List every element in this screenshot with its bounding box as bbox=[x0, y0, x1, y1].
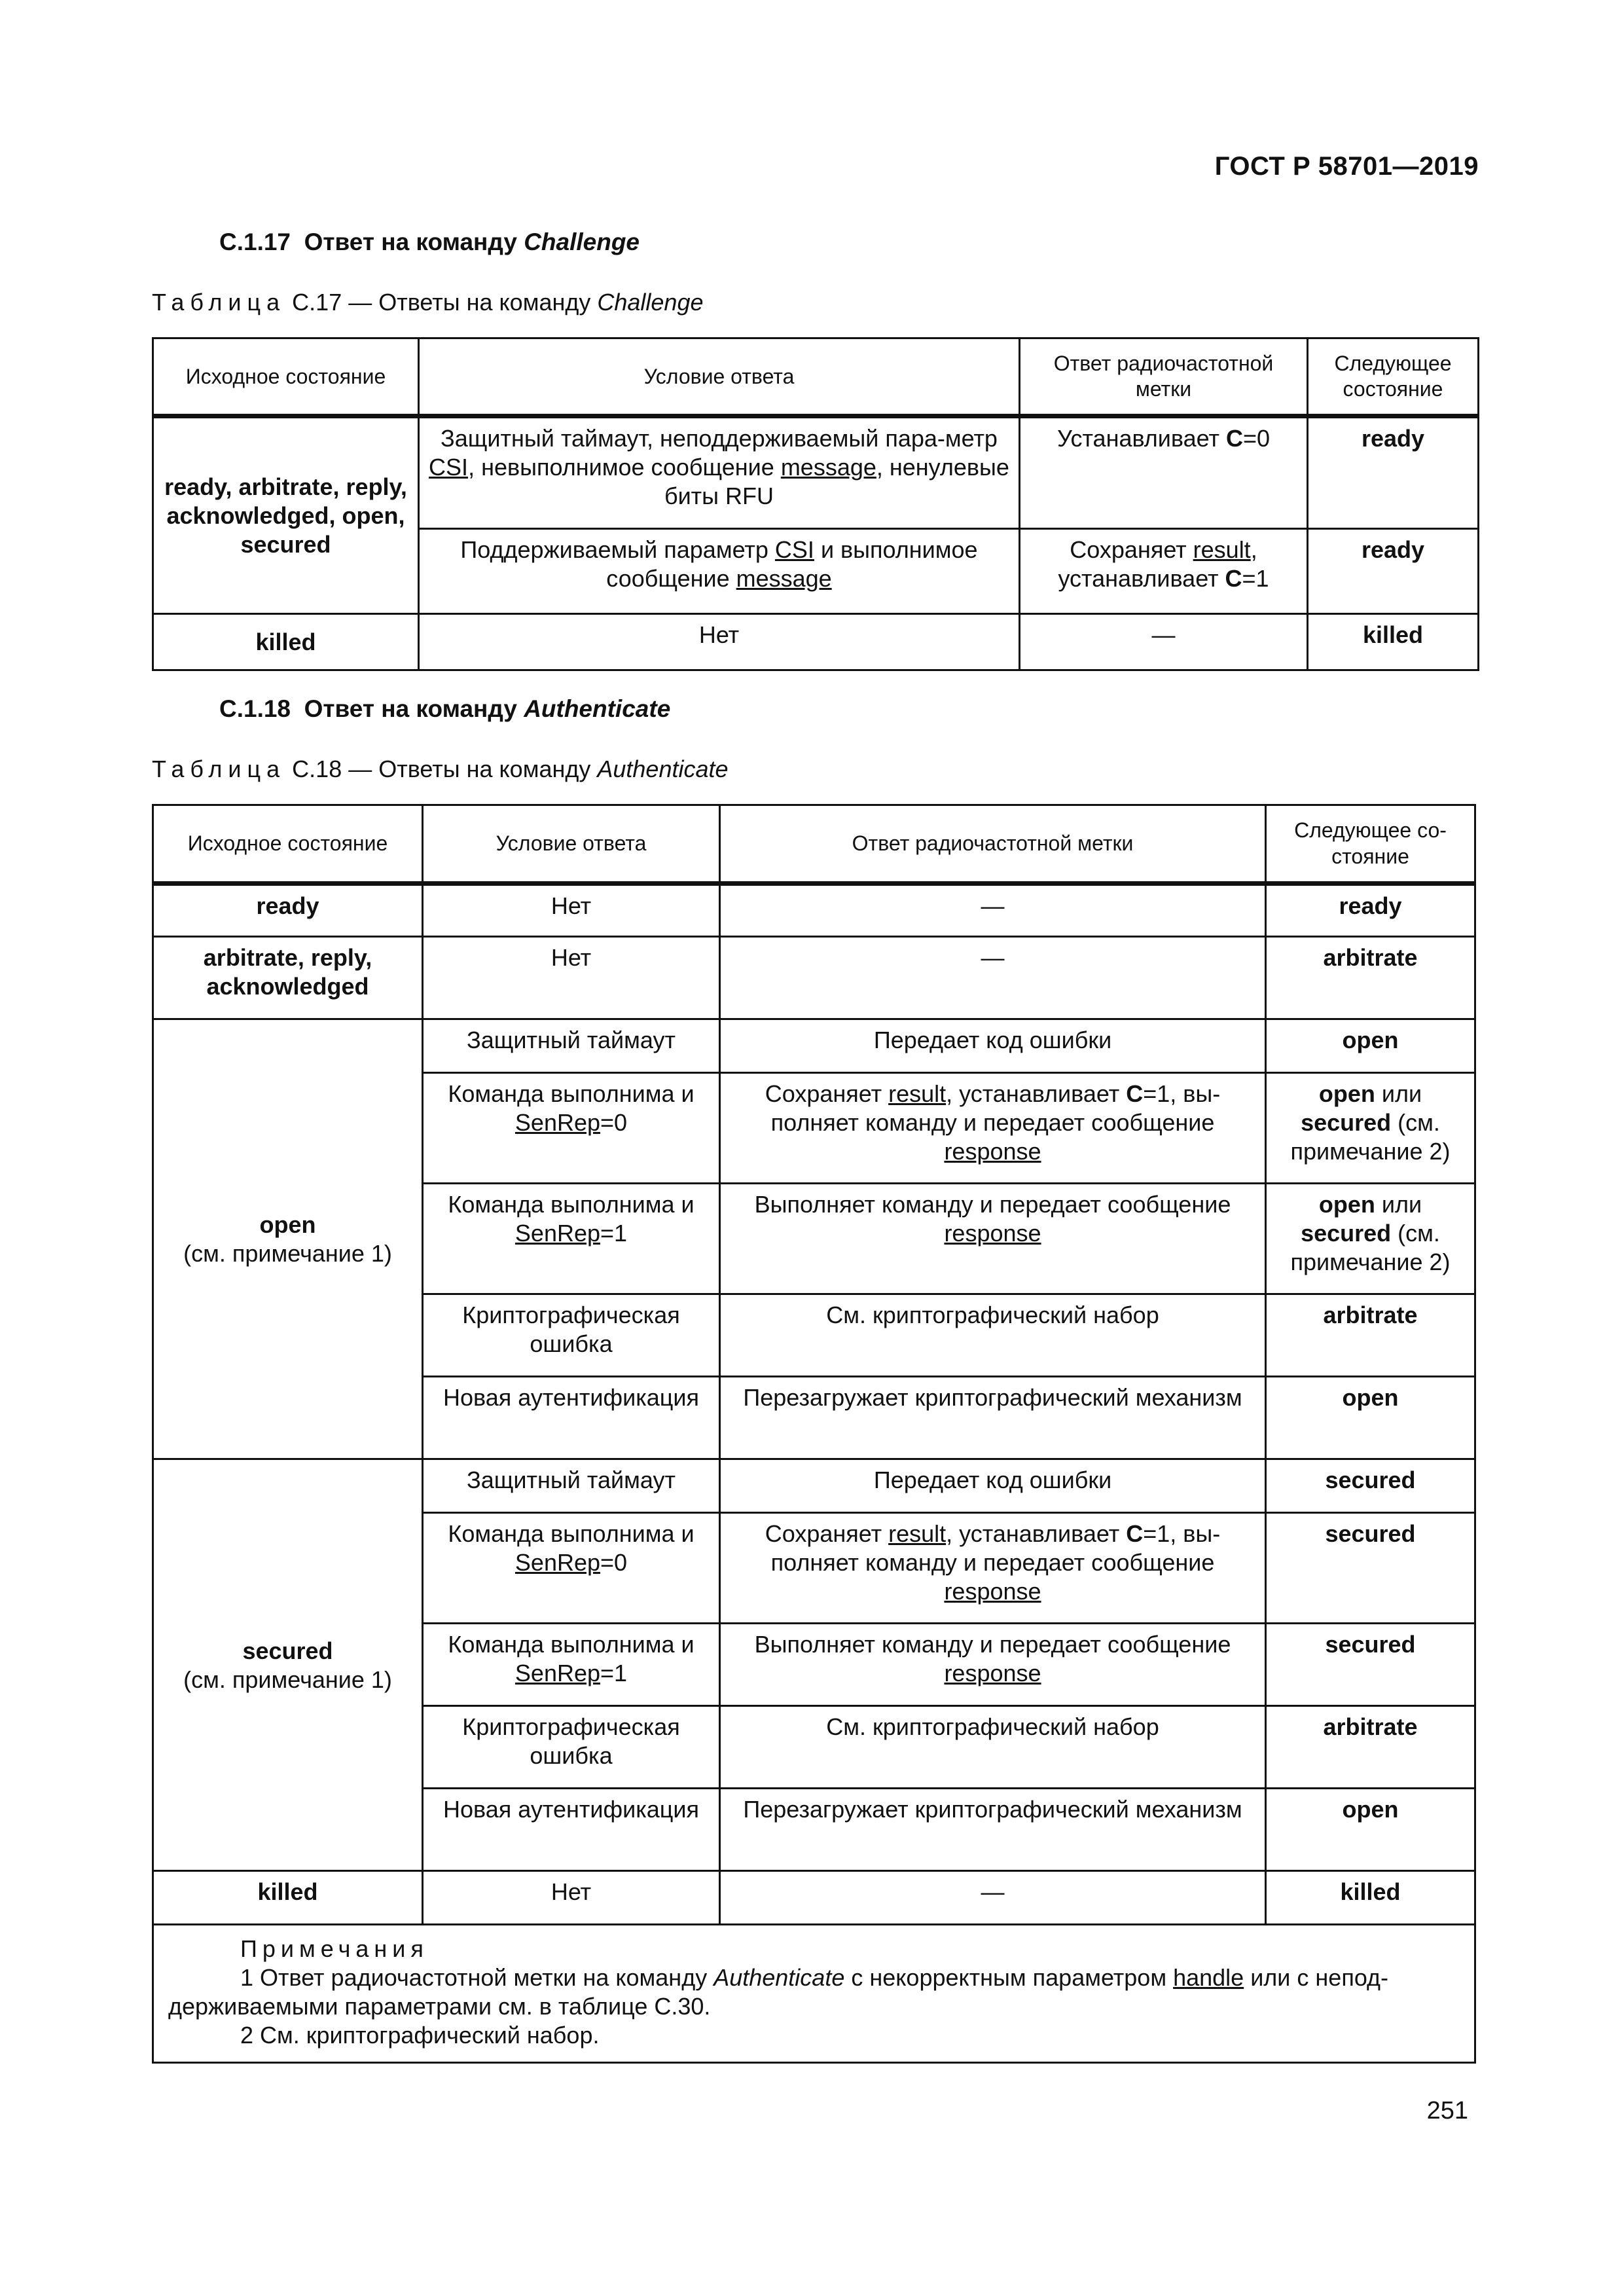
condition-cell: Команда выполнима и SenRep=1 bbox=[423, 1624, 720, 1706]
condition-cell: Команда выполнима и SenRep=1 bbox=[423, 1184, 720, 1294]
column-header: Условие ответа bbox=[423, 805, 720, 884]
reply-cell: — bbox=[1020, 614, 1308, 670]
table-c17 bbox=[152, 337, 1479, 671]
state-name: secured bbox=[242, 1637, 333, 1664]
reply-cell: Сохраняет result, устанавливает C=1, вы-полняет команду и передает сообщение response bbox=[720, 1073, 1266, 1184]
column-header: Следующее состояние bbox=[1308, 338, 1479, 416]
section-title-text: Ответ на команду bbox=[304, 695, 517, 722]
condition-cell: Криптографическая ошибка bbox=[423, 1706, 720, 1789]
reply-cell: Перезагружает криптографический механизм bbox=[720, 1789, 1266, 1871]
condition-cell: Защитный таймаут bbox=[423, 1019, 720, 1073]
reply-cell: Сохраняет result, устанавливает C=1 bbox=[1020, 529, 1308, 614]
condition-cell: Новая аутентификация bbox=[423, 1789, 720, 1871]
reply-cell: Устанавливает C=0 bbox=[1020, 416, 1308, 529]
table-caption-command: Challenge bbox=[597, 289, 704, 316]
next-state-cell: open или secured (см. примечание 2) bbox=[1266, 1073, 1475, 1184]
command-name: Challenge bbox=[524, 228, 640, 255]
column-header: Исходное состояние bbox=[153, 338, 419, 416]
condition-cell: Нет bbox=[419, 614, 1020, 670]
next-state-cell: ready bbox=[1266, 884, 1475, 937]
reply-cell: См. криптографический набор bbox=[720, 1294, 1266, 1377]
table-caption-text: С.18 — Ответы на команду bbox=[292, 756, 591, 782]
column-header: Ответ радиочастотной метки bbox=[1020, 338, 1308, 416]
notes-row bbox=[153, 1925, 1475, 2063]
column-header: Ответ радиочастотной метки bbox=[720, 805, 1266, 884]
table-caption-c18 bbox=[152, 756, 729, 783]
state-name: open bbox=[259, 1211, 316, 1239]
next-state-cell: open или secured (см. примечание 2) bbox=[1266, 1184, 1475, 1294]
condition-cell: Нет bbox=[423, 937, 720, 1019]
note-2: 2 См. криптографический набор. bbox=[240, 2021, 600, 2049]
reply-cell: Перезагружает криптографический механизм bbox=[720, 1377, 1266, 1459]
table-caption-c17 bbox=[152, 289, 704, 316]
table-c18 bbox=[152, 804, 1476, 2064]
next-state-cell: killed bbox=[1266, 1871, 1475, 1925]
table-caption-text: С.17 — Ответы на команду bbox=[292, 289, 591, 316]
next-state-cell: open bbox=[1266, 1789, 1475, 1871]
initial-state-cell: ready bbox=[153, 884, 423, 937]
page-number: 251 bbox=[1426, 2097, 1468, 2124]
notes-cell bbox=[153, 1925, 1475, 2063]
condition-cell: Команда выполнима и SenRep=0 bbox=[423, 1073, 720, 1184]
next-state-cell: secured bbox=[1266, 1513, 1475, 1624]
column-header: Условие ответа bbox=[419, 338, 1020, 416]
table-word: Таблица bbox=[152, 756, 286, 782]
table-row bbox=[153, 614, 1479, 670]
initial-state-cell: killed bbox=[153, 614, 419, 670]
initial-state-cell: arbitrate, reply, acknowledged bbox=[153, 937, 423, 1019]
section-title-c117 bbox=[219, 228, 640, 256]
state-note: (см. примечание 1) bbox=[183, 1666, 392, 1693]
condition-cell: Поддерживаемый параметр CSI и выполнимое сообщение message bbox=[419, 529, 1020, 614]
table-header-row bbox=[153, 805, 1475, 884]
section-title-text: Ответ на команду bbox=[304, 228, 517, 255]
reply-cell: Выполняет команду и передает сообщение response bbox=[720, 1624, 1266, 1706]
document-id: ГОСТ Р 58701—2019 bbox=[1214, 152, 1479, 181]
note-1: 1 Ответ радиочастотной метки на команду Authenticate с некорректным параметром handle или с непод-держиваемыми параметрами см. в таблице С.30. bbox=[168, 1963, 1389, 2020]
next-state-cell: secured bbox=[1266, 1624, 1475, 1706]
next-state-cell: secured bbox=[1266, 1459, 1475, 1513]
column-header: Исходное состояние bbox=[153, 805, 423, 884]
table-row bbox=[153, 1871, 1475, 1925]
reply-cell: — bbox=[720, 937, 1266, 1019]
initial-state-cell: ready, arbitrate, reply, acknowledged, open, secured bbox=[153, 416, 419, 614]
table-row bbox=[153, 1019, 1475, 1073]
next-state-cell: arbitrate bbox=[1266, 1706, 1475, 1789]
condition-cell: Криптографическая ошибка bbox=[423, 1294, 720, 1377]
reply-cell: См. криптографический набор bbox=[720, 1706, 1266, 1789]
section-title-c118 bbox=[219, 695, 670, 723]
table-header-row bbox=[153, 338, 1479, 416]
condition-cell: Защитный таймаут bbox=[423, 1459, 720, 1513]
table-row bbox=[153, 1459, 1475, 1513]
next-state-cell: open bbox=[1266, 1019, 1475, 1073]
reply-cell: Передает код ошибки bbox=[720, 1019, 1266, 1073]
section-number: С.1.17 bbox=[219, 228, 291, 255]
reply-cell: Выполняет команду и передает сообщение response bbox=[720, 1184, 1266, 1294]
next-state-cell: open bbox=[1266, 1377, 1475, 1459]
section-number: С.1.18 bbox=[219, 695, 291, 722]
initial-state-cell bbox=[153, 1459, 423, 1871]
table-caption-command: Authenticate bbox=[597, 756, 729, 782]
condition-cell: Нет bbox=[423, 1871, 720, 1925]
next-state-cell: ready bbox=[1308, 529, 1479, 614]
next-state-cell: ready bbox=[1308, 416, 1479, 529]
condition-cell: Защитный таймаут, неподдерживаемый пара-метр CSI, невыполнимое сообщение message, ненулевые биты RFU bbox=[419, 416, 1020, 529]
table-row bbox=[153, 884, 1475, 937]
condition-cell: Новая аутентификация bbox=[423, 1377, 720, 1459]
command-name: Authenticate bbox=[524, 695, 671, 722]
condition-cell: Команда выполнима и SenRep=0 bbox=[423, 1513, 720, 1624]
condition-cell: Нет bbox=[423, 884, 720, 937]
reply-cell: — bbox=[720, 1871, 1266, 1925]
column-header: Следующее со-стояние bbox=[1266, 805, 1475, 884]
table-row bbox=[153, 937, 1475, 1019]
reply-cell: Сохраняет result, устанавливает C=1, вы-полняет команду и передает сообщение response bbox=[720, 1513, 1266, 1624]
reply-cell: — bbox=[720, 884, 1266, 937]
next-state-cell: killed bbox=[1308, 614, 1479, 670]
next-state-cell: arbitrate bbox=[1266, 1294, 1475, 1377]
initial-state-cell: killed bbox=[153, 1871, 423, 1925]
table-word: Таблица bbox=[152, 289, 286, 316]
notes-title: Примечания bbox=[240, 1935, 429, 1962]
reply-cell: Передает код ошибки bbox=[720, 1459, 1266, 1513]
state-note: (см. примечание 1) bbox=[183, 1240, 392, 1267]
initial-state-cell bbox=[153, 1019, 423, 1459]
next-state-cell: arbitrate bbox=[1266, 937, 1475, 1019]
table-row bbox=[153, 416, 1479, 529]
